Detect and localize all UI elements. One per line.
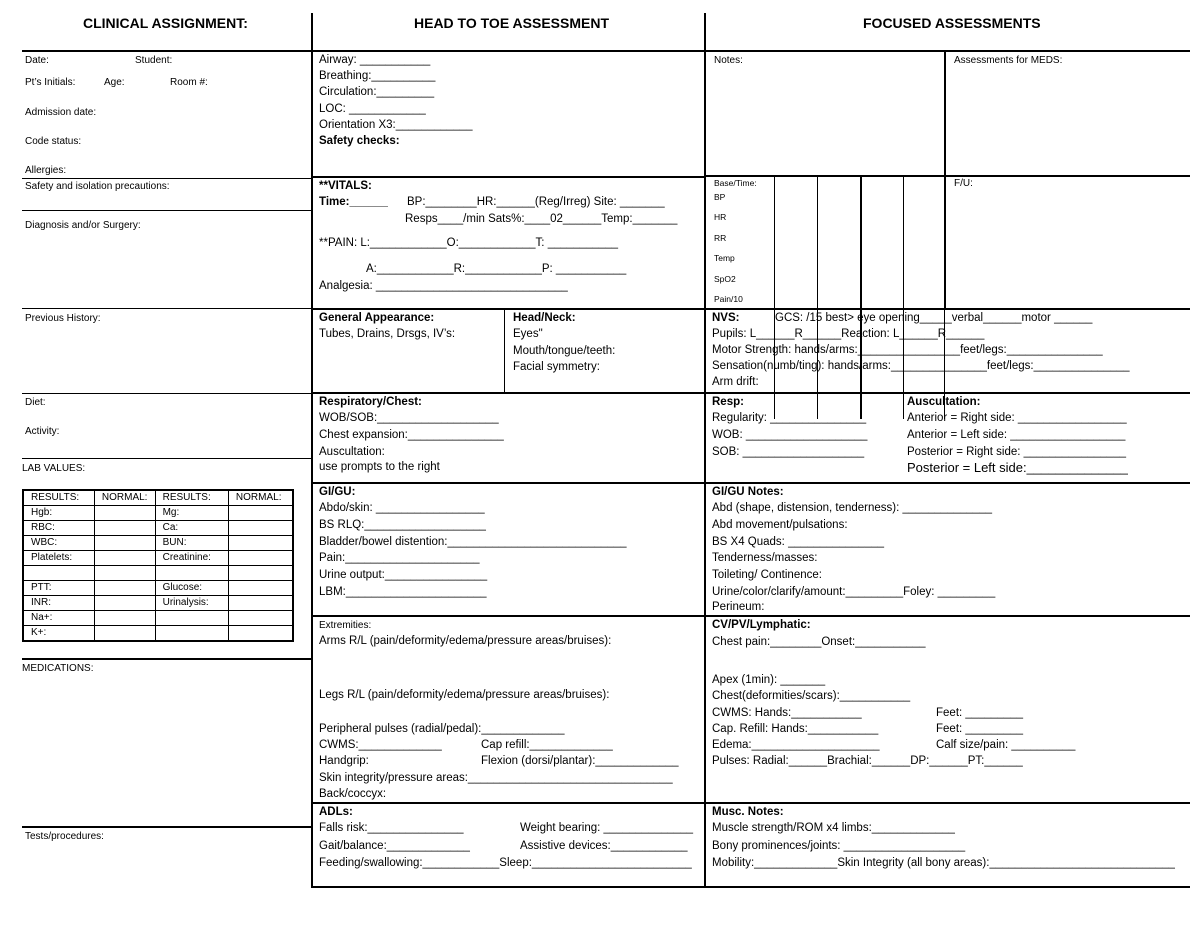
column-divider-left [311, 13, 313, 887]
lab-input-cell[interactable] [94, 536, 155, 551]
clinical-divider [22, 826, 311, 828]
sob-field[interactable]: SOB: ___________________ [712, 446, 865, 458]
musc-notes-label: Musc. Notes: [712, 806, 784, 818]
urine-foley-field[interactable]: Urine/color/clarify/amount:_________Foley: _________ [712, 586, 996, 598]
assistive-devices-field[interactable]: Assistive devices:____________ [520, 840, 688, 852]
chest-expansion-field[interactable]: Chest expansion:_______________ [319, 429, 504, 441]
focused-divider [704, 886, 1190, 888]
edema-field[interactable]: Edema:____________________ [712, 739, 880, 751]
lab-input-cell[interactable] [228, 566, 293, 581]
table-row [23, 536, 293, 551]
adls-label: ADLs: [319, 806, 353, 818]
focused-divider [704, 482, 1190, 484]
focused-divider [704, 175, 1190, 177]
legs-label: Legs R/L (pain/deformity/edema/pressure areas/bruises): [319, 689, 610, 701]
table-row [23, 506, 293, 521]
lab-input-cell[interactable] [228, 521, 293, 536]
orientation-field[interactable]: Orientation X3:____________ [319, 119, 473, 131]
chest-deformities-field[interactable]: Chest(deformities/scars):___________ [712, 690, 911, 702]
lbm-field[interactable]: LBM:______________________ [319, 586, 487, 598]
lab-table-header-row [23, 490, 293, 506]
patient-initials-label: Pt’s Initials: [25, 77, 76, 88]
code-status-label: Code status: [25, 136, 82, 147]
regularity-field[interactable]: Regularity: _______________ [712, 412, 867, 424]
h2t-divider [311, 392, 704, 394]
posterior-right-field[interactable]: Posterior = Right side: ________________ [907, 446, 1126, 458]
anterior-right-field[interactable]: Anterior = Right side: _________________ [907, 412, 1127, 424]
vitals-row-hr: HR [714, 212, 727, 222]
table-row [23, 521, 293, 536]
meds-divider [944, 50, 946, 310]
use-prompts-text: use prompts to the right [319, 461, 440, 473]
lab-input-cell[interactable] [228, 506, 293, 521]
vitals-column-line [774, 176, 775, 419]
lab-input-cell[interactable] [94, 596, 155, 611]
lab-input-cell[interactable] [94, 581, 155, 596]
meds-assessment-label: Assessments for MEDS: [954, 55, 1063, 66]
lab-input-cell[interactable] [228, 536, 293, 551]
arm-drift-label: Arm drift: [712, 376, 759, 388]
lab-cell: INR: [23, 596, 94, 611]
loc-field[interactable]: LOC: ____________ [319, 103, 426, 115]
abdo-skin-field[interactable]: Abdo/skin: _________________ [319, 502, 485, 514]
auscultation-right-label: Auscultation: [907, 396, 981, 408]
lab-cell [155, 626, 228, 642]
general-appearance-label: General Appearance: [319, 312, 435, 324]
tubes-drains-label: Tubes, Drains, Drsgs, IV’s: [319, 328, 456, 340]
flexion-field[interactable]: Flexion (dorsi/plantar):_____________ [481, 755, 679, 767]
h2t-divider [311, 176, 704, 178]
vitals-column-line [903, 176, 904, 419]
lab-cell: RBC: [23, 521, 94, 536]
lab-cell [155, 566, 228, 581]
head-to-toe-header: HEAD TO TOE ASSESSMENT [414, 15, 609, 31]
focused-divider [704, 392, 1190, 394]
lab-input-cell[interactable] [228, 626, 293, 642]
cap-refill-feet-field[interactable]: Feet: _________ [936, 723, 1023, 735]
pain-loT-field[interactable]: **PAIN: L:____________O:____________T: ___________ [319, 237, 619, 249]
gi-gu-label: GI/GU: [319, 486, 356, 498]
focused-divider [704, 308, 1190, 310]
lab-cell: Glucose: [155, 581, 228, 596]
table-row [23, 596, 293, 611]
table-row [23, 566, 293, 581]
tests-procedures-label: Tests/procedures: [25, 831, 104, 842]
lab-cell: Urinalysis: [155, 596, 228, 611]
auscultation-label: Auscultation: [319, 446, 385, 458]
student-label: Student: [135, 55, 173, 66]
perineum-label: Perineum: [712, 601, 765, 613]
clinical-divider [22, 178, 311, 179]
clinical-divider [22, 210, 311, 211]
lab-cell [23, 566, 94, 581]
calf-size-field[interactable]: Calf size/pain: __________ [936, 739, 1076, 751]
gait-balance-field[interactable]: Gait/balance:_____________ [319, 840, 470, 852]
lab-input-cell[interactable] [94, 506, 155, 521]
lab-input-cell[interactable] [94, 611, 155, 626]
admission-date-label: Admission date: [25, 107, 97, 118]
resps-sats-temp-field[interactable]: Resps____/min Sats%:____02______Temp:_______ [405, 213, 678, 225]
abd-movement-label: Abd movement/pulsations: [712, 519, 848, 531]
lab-cell: K+: [23, 626, 94, 642]
bladder-bowel-field[interactable]: Bladder/bowel distention:____________________________ [319, 536, 627, 548]
respiratory-chest-label: Respiratory/Chest: [319, 396, 422, 408]
lab-input-cell[interactable] [94, 521, 155, 536]
diet-label: Diet: [25, 397, 46, 408]
bs-rlq-field[interactable]: BS RLQ:___________________ [319, 519, 486, 531]
column-divider-right [704, 13, 706, 887]
base-time-label: Base/Time: [714, 178, 757, 188]
lab-cell: Platelets: [23, 551, 94, 566]
lab-cell: Creatinine: [155, 551, 228, 566]
header-divider [22, 50, 1190, 52]
falls-risk-field[interactable]: Falls risk:_______________ [319, 822, 464, 834]
toileting-label: Toileting/ Continence: [712, 569, 822, 581]
cv-pv-lymphatic-label: CV/PV/Lymphatic: [712, 619, 811, 631]
h2t-divider [311, 615, 704, 617]
lab-header-results: RESULTS: [155, 490, 228, 506]
motor-strength-field[interactable]: Motor Strength: hands/arms:________________feet/legs:_______________ [712, 344, 1103, 356]
pupils-field[interactable]: Pupils: L______R______Reaction: L______R______ [712, 328, 985, 340]
pulses-field[interactable]: Pulses: Radial:______Brachial:______DP:______PT:______ [712, 755, 1023, 767]
cwms-hands-field[interactable]: CWMS: Hands:___________ [712, 707, 862, 719]
vitals-column-line [817, 176, 818, 419]
vitals-row-temp: Temp [714, 253, 735, 263]
muscle-strength-field[interactable]: Muscle strength/ROM x4 limbs:_____________ [712, 822, 955, 834]
head-neck-divider [504, 308, 505, 392]
diagnosis-label: Diagnosis and/or Surgery: [25, 220, 141, 231]
focused-assessments-header: FOCUSED ASSESSMENTS [863, 15, 1041, 31]
lab-cell: Na+: [23, 611, 94, 626]
previous-history-label: Previous History: [25, 313, 101, 324]
resp-label: Resp: [712, 396, 744, 408]
vitals-time-field[interactable]: Time:______ [319, 196, 388, 208]
date-label: Date: [25, 55, 49, 66]
lab-input-cell[interactable] [228, 581, 293, 596]
lab-cell [155, 611, 228, 626]
bp-hr-field[interactable]: BP:________HR:______(Reg/Irreg) Site: _______ [407, 196, 665, 208]
tenderness-label: Tenderness/masses: [712, 552, 818, 564]
lab-header-normal: NORMAL: [228, 490, 293, 506]
clinical-divider [22, 393, 311, 394]
sensation-field[interactable]: Sensation(numb/ting): hands/arms:_______________feet/legs:_______________ [712, 360, 1130, 372]
activity-label: Activity: [25, 426, 60, 437]
h2t-divider [311, 802, 704, 804]
cwms-feet-field[interactable]: Feet: _________ [936, 707, 1023, 719]
notes-label: Notes: [714, 55, 743, 66]
feeding-sleep-field[interactable]: Feeding/swallowing:____________Sleep:_________________________ [319, 857, 692, 869]
urine-output-field[interactable]: Urine output:________________ [319, 569, 488, 581]
circulation-field[interactable]: Circulation:_________ [319, 86, 435, 98]
lab-input-cell[interactable] [94, 551, 155, 566]
eyes-label: Eyes" [513, 328, 543, 340]
h2t-divider [311, 482, 704, 484]
medications-label: MEDICATIONS: [22, 663, 94, 674]
focused-divider [704, 615, 1190, 617]
lab-values-label: LAB VALUES: [22, 463, 86, 474]
age-label: Age: [104, 77, 125, 88]
cwms-field[interactable]: CWMS:_____________ [319, 739, 442, 751]
h2t-divider [311, 886, 704, 888]
wob-sob-field[interactable]: WOB/SOB:___________________ [319, 412, 499, 424]
focused-divider [704, 802, 1190, 804]
lab-header-normal: NORMAL: [94, 490, 155, 506]
clinical-divider [22, 658, 311, 660]
lab-input-cell[interactable] [228, 611, 293, 626]
clinical-assignment-header: CLINICAL ASSIGNMENT: [83, 15, 248, 31]
arms-label: Arms R/L (pain/deformity/edema/pressure areas/bruises): [319, 635, 612, 647]
lab-cell: Mg: [155, 506, 228, 521]
chest-pain-field[interactable]: Chest pain:________Onset:___________ [712, 636, 926, 648]
airway-field[interactable]: Airway: ___________ [319, 54, 431, 66]
skin-integrity-field[interactable]: Skin integrity/pressure areas:________________________________ [319, 772, 673, 784]
safety-isolation-label: Safety and isolation precautions: [25, 181, 170, 192]
lab-input-cell[interactable] [94, 626, 155, 642]
clinical-divider [22, 308, 311, 309]
anterior-left-field[interactable]: Anterior = Left side: __________________ [907, 429, 1126, 441]
pain-field[interactable]: Pain:_____________________ [319, 552, 480, 564]
analgesia-field[interactable]: Analgesia: ______________________________ [319, 280, 568, 292]
apex-field[interactable]: Apex (1min): _______ [712, 674, 826, 686]
safety-checks-label: Safety checks: [319, 135, 400, 147]
facial-symmetry-label: Facial symmetry: [513, 361, 600, 373]
bs-x4-quads-field[interactable]: BS X4 Quads: _______________ [712, 536, 885, 548]
gcs-field[interactable]: GCS: /15 best> eye opening_____verbal______motor ______ [775, 312, 1093, 324]
lab-header-results: RESULTS: [23, 490, 94, 506]
gi-gu-notes-label: GI/GU Notes: [712, 486, 784, 498]
head-neck-label: Head/Neck: [513, 312, 576, 324]
extremities-label: Extremities: [319, 620, 372, 631]
posterior-left-field[interactable]: Posterior = Left side:______________ [907, 460, 1128, 475]
bony-prominences-field[interactable]: Bony prominences/joints: ___________________ [712, 840, 966, 852]
allergies-label: Allergies: [25, 165, 67, 176]
table-row [23, 626, 293, 642]
vitals-row-rr: RR [714, 233, 727, 243]
lab-cell: PTT: [23, 581, 94, 596]
back-coccyx-label: Back/coccyx: [319, 788, 387, 800]
table-row [23, 581, 293, 596]
room-label: Room #: [170, 77, 208, 88]
vitals-row-spo2: SpO2 [714, 274, 736, 284]
lab-values-table [22, 489, 294, 642]
handgrip-label: Handgrip: [319, 755, 369, 767]
lab-cell: BUN: [155, 536, 228, 551]
lab-cell: WBC: [23, 536, 94, 551]
vitals-row-bp: BP [714, 192, 726, 202]
peripheral-pulses-field[interactable]: Peripheral pulses (radial/pedal):_____________ [319, 723, 565, 735]
lab-cell: Ca: [155, 521, 228, 536]
weight-bearing-field[interactable]: Weight bearing: ______________ [520, 822, 694, 834]
vitals-column-line [860, 176, 862, 419]
breathing-field[interactable]: Breathing:__________ [319, 70, 436, 82]
vitals-row-pain: Pain/10 [714, 294, 743, 304]
table-row [23, 551, 293, 566]
mobility-skin-field[interactable]: Mobility:_____________Skin Integrity (all bony areas):_____________________________ [712, 857, 1175, 869]
vitals-label: **VITALS: [319, 180, 372, 192]
lab-cell: Hgb: [23, 506, 94, 521]
h2t-divider [311, 308, 704, 310]
follow-up-label: F/U: [954, 178, 973, 189]
cap-refill-field[interactable]: Cap refill:_____________ [481, 739, 613, 751]
nvs-label: NVS: [712, 312, 740, 324]
table-row [23, 611, 293, 626]
mouth-tongue-label: Mouth/tongue/teeth: [513, 345, 616, 357]
wob-field[interactable]: WOB: ___________________ [712, 429, 868, 441]
pain-arp-field[interactable]: A:____________R:____________P: ___________ [366, 263, 627, 275]
abd-shape-field[interactable]: Abd (shape, distension, tenderness): ______________ [712, 502, 993, 514]
cap-refill-hands-field[interactable]: Cap. Refill: Hands:___________ [712, 723, 879, 735]
lab-input-cell[interactable] [94, 566, 155, 581]
clinical-divider [22, 458, 311, 459]
lab-input-cell[interactable] [228, 596, 293, 611]
lab-input-cell[interactable] [228, 551, 293, 566]
